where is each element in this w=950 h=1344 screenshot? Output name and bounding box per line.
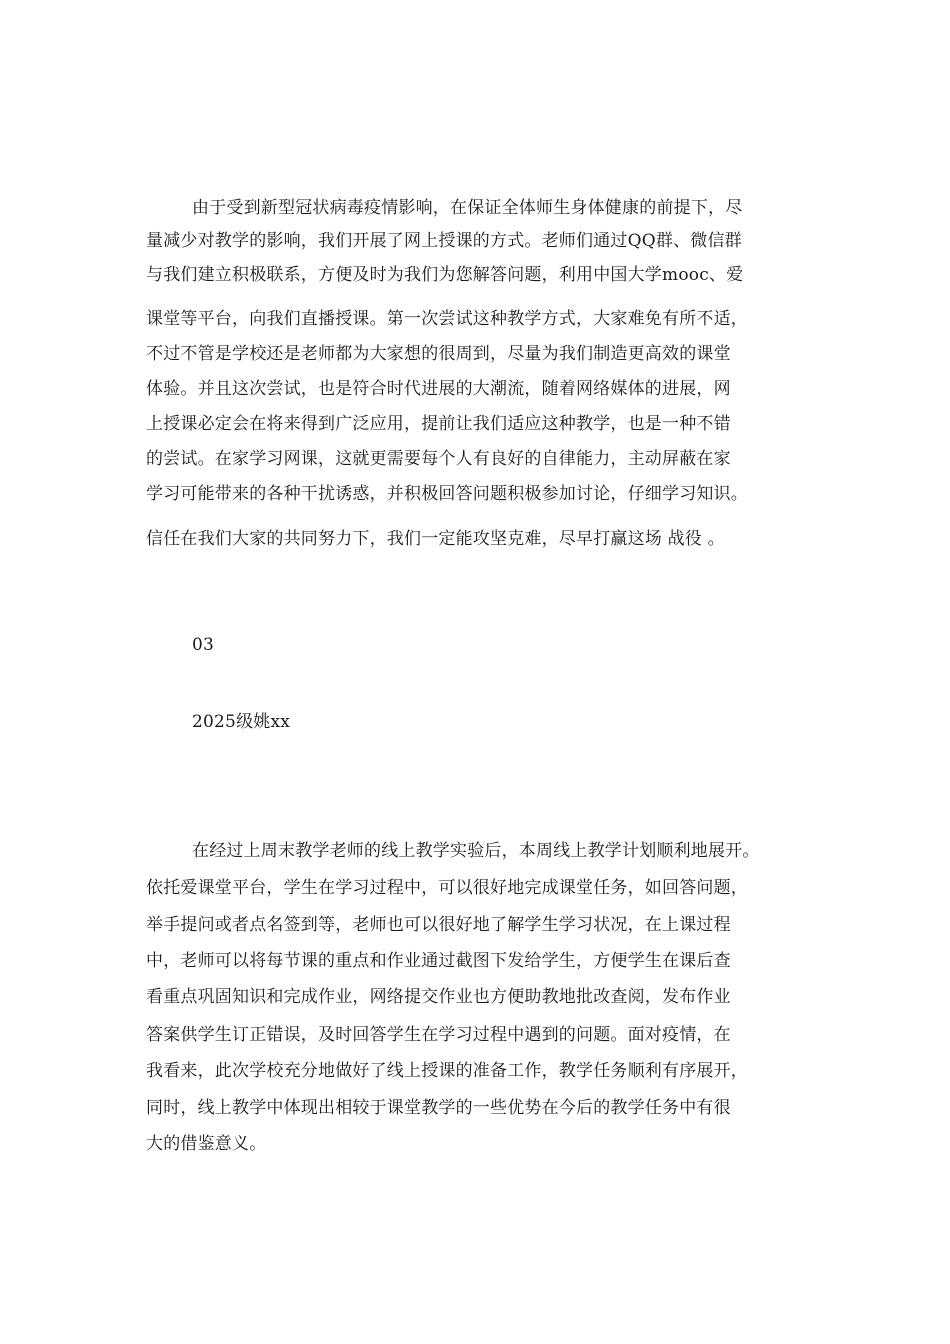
paragraph-line: 量减少对教学的影响，我们开展了网上授课的方式。老师们通过QQ群、微信群 [146, 231, 742, 251]
paragraph-line: 不过不管是学校还是老师都为大家想的很周到，尽量为我们制造更高效的课堂 [146, 344, 731, 364]
paragraph-line: 信任在我们大家的共同努力下，我们一定能攻坚克难，尽早打赢这场 战役 。 [146, 529, 725, 549]
paragraph-line: 课堂等平台，向我们直播授课。第一次尝试这种教学方式，大家难免有所不适， [146, 309, 748, 329]
paragraph-line: 我看来，此次学校充分地做好了线上授课的准备工作，教学任务顺利有序展开， [146, 1061, 748, 1081]
paragraph-line: 依托爱课堂平台，学生在学习过程中，可以很好地完成课堂任务，如回答问题， [146, 878, 748, 898]
paragraph-line: 由于受到新型冠状病毒疫情影响，在保证全体师生身体健康的前提下，尽 [192, 198, 743, 218]
paragraph-line: 大的借鉴意义。 [146, 1134, 267, 1154]
paragraph-line: 在经过上周末教学老师的线上教学实验后，本周线上教学计划顺利地展开。 [192, 841, 760, 861]
section-number: 03 [192, 635, 215, 655]
paragraph-line: 上授课必定会在将来得到广泛应用，提前让我们适应这种教学，也是一种不错 [146, 414, 731, 434]
paragraph-line: 看重点巩固知识和完成作业，网络提交作业也方便助教地批改查阅，发布作业 [146, 987, 731, 1007]
paragraph-line: 的尝试。在家学习网课，这就更需要每个人有良好的自律能力，主动屏蔽在家 [146, 449, 731, 469]
paragraph-line: 中，老师可以将每节课的重点和作业通过截图下发给学生，方便学生在课后查 [146, 951, 731, 971]
paragraph-line: 举手提问或者点名签到等，老师也可以很好地了解学生学习状况，在上课过程 [146, 915, 731, 935]
paragraph-line: 学习可能带来的各种干扰诱惑，并积极回答问题积极参加讨论，仔细学习知识。 [146, 484, 748, 504]
author-line: 2025级姚xx [192, 712, 291, 732]
paragraph-line: 体验。并且这次尝试，也是符合时代进展的大潮流，随着网络媒体的进展，网 [146, 379, 731, 399]
paragraph-line: 答案供学生订正错误，及时回答学生在学习过程中遇到的问题。面对疫情，在 [146, 1025, 731, 1045]
paragraph-line: 与我们建立积极联系，方便及时为我们为您解答问题，利用中国大学mooc、爱 [146, 265, 744, 285]
paragraph-line: 同时，线上教学中体现出相较于课堂教学的一些优势在今后的教学任务中有很 [146, 1098, 731, 1118]
